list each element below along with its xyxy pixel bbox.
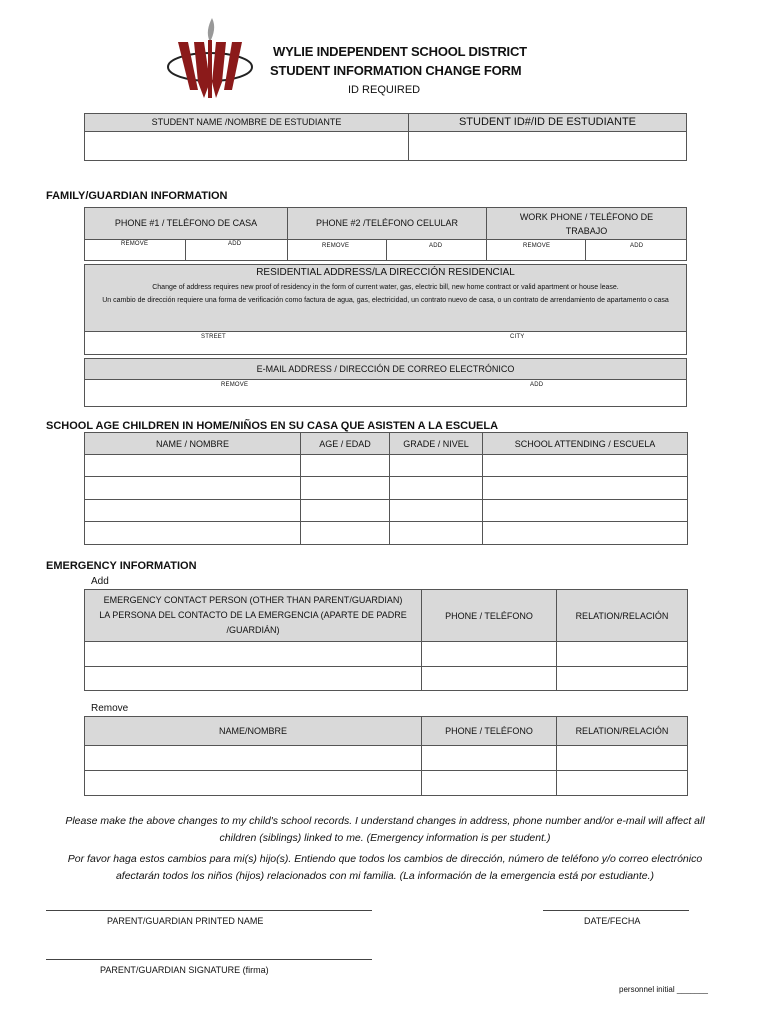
form-title-change-form: STUDENT INFORMATION CHANGE FORM (270, 63, 522, 78)
personnel-initial: personnel initial _______ (619, 985, 708, 994)
emergency-contact-en: EMERGENCY CONTACT PERSON (OTHER THAN PARENT/GUARDIAN) (103, 595, 403, 605)
child-name-cell[interactable] (85, 500, 301, 522)
city-label: CITY (510, 334, 525, 340)
child-school-cell[interactable] (483, 522, 688, 545)
remove-name-header: NAME/NOMBRE (85, 717, 422, 746)
child-school-cell[interactable] (483, 477, 688, 500)
date-label: DATE/FECHA (584, 916, 641, 926)
phone1-remove-field[interactable] (84, 239, 186, 261)
child-grade-cell[interactable] (390, 477, 483, 500)
student-name-header: STUDENT NAME /NOMBRE DE ESTUDIANTE (84, 113, 409, 132)
work-phone-header: WORK PHONE / TELÉFONO DE TRABAJO (486, 207, 687, 240)
phone1-add-label: ADD (228, 241, 242, 247)
remove-relation-cell[interactable] (557, 771, 688, 796)
children-col-grade: GRADE / NIVEL (390, 433, 483, 455)
child-name-cell[interactable] (85, 455, 301, 477)
signature-line[interactable] (46, 959, 372, 960)
emergency-relation-cell[interactable] (557, 667, 688, 691)
children-col-school: SCHOOL ATTENDING / ESCUELA (483, 433, 688, 455)
child-school-cell[interactable] (483, 500, 688, 522)
phone2-add-label: ADD (429, 243, 443, 249)
statement-english: Please make the above changes to my child's school records. I understand changes in address, phone number and/or e-mail will affect all children (siblings) linked to me. (Emergency information is per student.) (65, 815, 705, 844)
phone2-add-field[interactable] (386, 239, 487, 261)
family-section-title: FAMILY/GUARDIAN INFORMATION (46, 190, 228, 202)
child-name-cell[interactable] (85, 522, 301, 545)
children-table (84, 432, 688, 545)
student-id-header: STUDENT ID#/ID DE ESTUDIANTE (408, 113, 687, 132)
email-remove-label: REMOVE (221, 382, 249, 388)
children-section-title: SCHOOL AGE CHILDREN IN HOME/NIÑOS EN SU CASA QUE ASISTEN A LA ESCUELA (46, 420, 499, 432)
district-logo (164, 12, 256, 102)
work-phone-remove-label: REMOVE (523, 243, 551, 249)
emergency-relation-header: RELATION/RELACIÓN (557, 590, 688, 642)
emergency-contact-es: LA PERSONA DEL CONTACTO DE LA EMERGENCIA (APARTE DE PADRE /GUARDIÁN) (99, 610, 407, 635)
student-name-field[interactable] (84, 131, 409, 161)
children-col-name: NAME / NOMBRE (85, 433, 301, 455)
id-required-note: ID REQUIRED (348, 84, 421, 96)
emergency-add-table (84, 589, 688, 691)
remove-phone-cell[interactable] (422, 746, 557, 771)
printed-name-line[interactable] (46, 910, 372, 911)
email-field[interactable] (84, 379, 687, 407)
student-id-field[interactable] (408, 131, 687, 161)
street-field[interactable] (84, 331, 687, 355)
remove-relation-cell[interactable] (557, 746, 688, 771)
address-title: RESIDENTIAL ADDRESS/LA DIRECCIÓN RESIDENCIAL (256, 267, 515, 278)
child-grade-cell[interactable] (390, 455, 483, 477)
remove-relation-header: RELATION/RELACIÓN (557, 717, 688, 746)
address-note-es: Un cambio de dirección requiere una forma de verificación como factura de agua, gas, electricidad, un contrato nuevo de casa, o un contrato de arrendamiento de apartamento o casa (102, 297, 669, 304)
date-line[interactable] (543, 910, 689, 911)
child-name-cell[interactable] (85, 477, 301, 500)
emergency-phone-cell[interactable] (422, 667, 557, 691)
email-header: E-MAIL ADDRESS / DIRECCIÓN DE CORREO ELECTRÓNICO (84, 358, 687, 380)
phone1-remove-label: REMOVE (121, 241, 149, 247)
child-age-cell[interactable] (301, 455, 390, 477)
emergency-phone-cell[interactable] (422, 642, 557, 667)
work-phone-add-field[interactable] (585, 239, 687, 261)
emergency-relation-cell[interactable] (557, 642, 688, 667)
printed-name-label: PARENT/GUARDIAN PRINTED NAME (107, 916, 264, 926)
child-grade-cell[interactable] (390, 522, 483, 545)
email-add-label: ADD (530, 382, 544, 388)
remove-name-cell[interactable] (85, 771, 422, 796)
emergency-remove-label: Remove (91, 703, 129, 714)
signature-label: PARENT/GUARDIAN SIGNATURE (firma) (100, 965, 269, 975)
phone2-header: PHONE #2 /TELÉFONO CELULAR (287, 207, 487, 240)
phone1-header: PHONE #1 / TELÉFONO DE CASA (84, 207, 288, 240)
phone1-add-field[interactable] (185, 239, 288, 261)
emergency-contact-header (85, 590, 422, 642)
emergency-phone-header: PHONE / TELÉFONO (422, 590, 557, 642)
remove-phone-cell[interactable] (422, 771, 557, 796)
work-phone-remove-field[interactable] (486, 239, 586, 261)
phone2-remove-field[interactable] (287, 239, 387, 261)
remove-name-cell[interactable] (85, 746, 422, 771)
remove-phone-header: PHONE / TELÉFONO (422, 717, 557, 746)
form-title-district: WYLIE INDEPENDENT SCHOOL DISTRICT (273, 44, 527, 59)
emergency-add-label: Add (91, 576, 109, 587)
phone2-remove-label: REMOVE (322, 243, 350, 249)
child-age-cell[interactable] (301, 500, 390, 522)
address-note-en: Change of address requires new proof of residency in the form of current water, gas, electric bill, new home contract or valid apartment or house lease. (152, 284, 619, 291)
child-school-cell[interactable] (483, 455, 688, 477)
emergency-remove-table (84, 716, 688, 796)
street-label: STREET (201, 334, 226, 340)
emergency-contact-cell[interactable] (85, 642, 422, 667)
emergency-contact-cell[interactable] (85, 667, 422, 691)
emergency-section-title: EMERGENCY INFORMATION (46, 560, 197, 572)
children-col-age: AGE / EDAD (301, 433, 390, 455)
address-header (84, 264, 687, 332)
child-grade-cell[interactable] (390, 500, 483, 522)
statement-spanish: Por favor haga estos cambios para mi(s) hijo(s). Entiendo que todos los cambios de dirección, número de teléfono y/o correo electrónico afectarán todos los niños (hijos) relacionados con mi familia. (La información de la emergencia está por estudiante.) (67, 853, 703, 882)
child-age-cell[interactable] (301, 477, 390, 500)
work-phone-add-label: ADD (630, 243, 644, 249)
child-age-cell[interactable] (301, 522, 390, 545)
